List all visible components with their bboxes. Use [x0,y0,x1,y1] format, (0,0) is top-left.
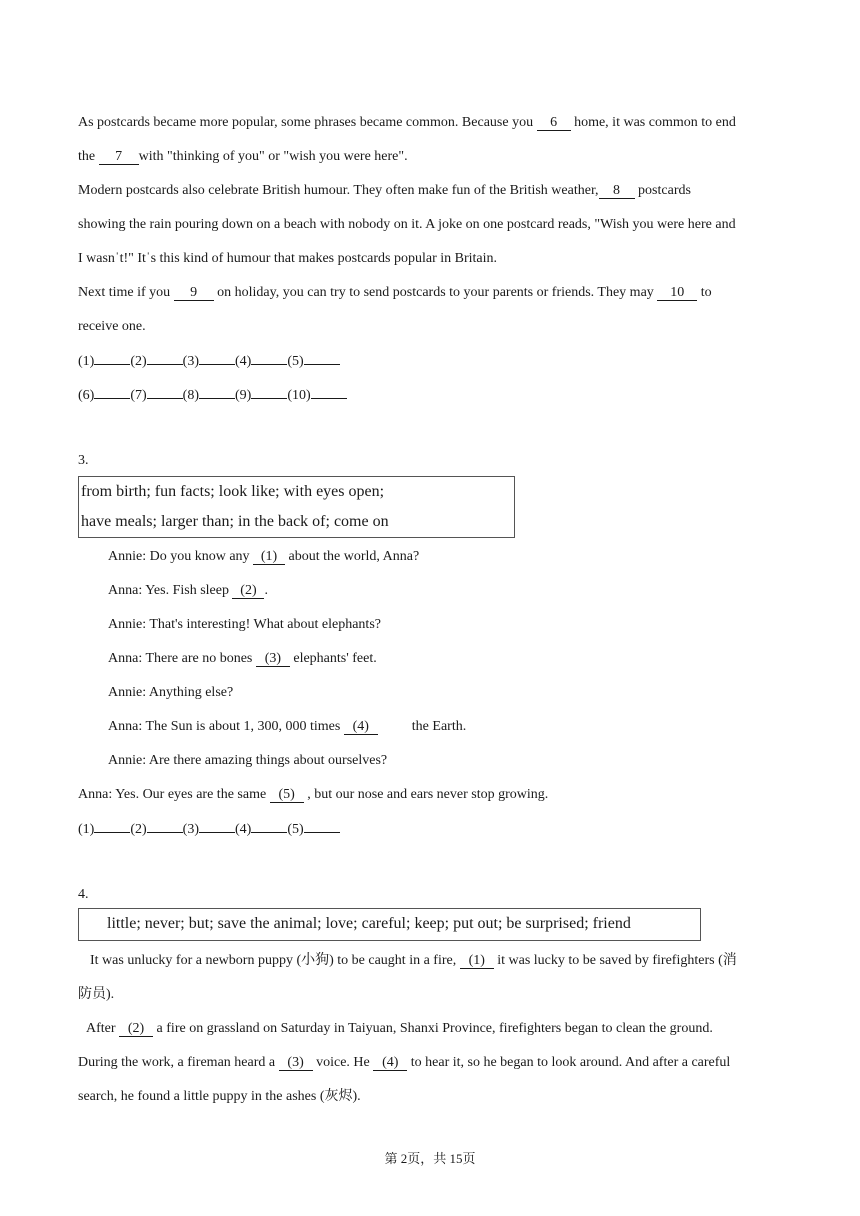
answer-row [78,352,340,371]
answer-blank [94,820,130,833]
answer-label: (4) [234,822,252,837]
answer-label: (9) [234,388,252,403]
blank-2: (2) [232,583,264,599]
answer-blank [199,352,235,365]
dialogue-line: Annie: Are there amazing things about ourselves? [108,753,388,768]
passage-line: receive one. [78,319,146,334]
word-bank-box [78,476,515,538]
answer-label: (2) [130,822,147,837]
answer-label: (1) [78,354,95,369]
blank-3: (3) [279,1055,313,1071]
passage-line: Next time if you 9 on holiday, you can try to send postcards to your parents or friends. They may 10 to [78,285,712,300]
word-bank-box [78,908,701,941]
answer-blank [199,386,235,399]
blank-1: (1) [253,549,285,565]
answer-label: (8) [182,388,199,403]
passage-line: I wasnˈt!" Itˈs this kind of humour that makes postcards popular in Britain. [78,251,498,266]
blank-3: (3) [256,651,290,667]
blank-4: (4) [344,719,378,735]
answer-label: (3) [182,354,199,369]
blank-1: (1) [460,953,494,969]
answer-label: (5) [287,822,304,837]
word-bank-line: from birth; fun facts; look like; with eyes open; [81,483,385,500]
blank-9: 9 [174,285,214,301]
answer-label: (3) [182,822,199,837]
blank-2: (2) [119,1021,153,1037]
dialogue-line: Annie: Anything else? [108,685,234,700]
dialogue-line: Anna: The Sun is about 1, 300, 000 times (4) the Earth. [108,719,467,734]
passage-line: During the work, a fireman heard a (3) voice. He (4) to hear it, so he began to look around. And after a careful [78,1055,731,1070]
answer-label: (1) [78,822,95,837]
dialogue-line: Annie: Do you know any (1) about the world, Anna? [108,549,420,564]
blank-4: (4) [373,1055,407,1071]
answer-blank [94,386,130,399]
passage-line: 防员). [78,987,115,1002]
page-footer: 第 2页，共 15页 [384,1151,476,1166]
passage-line: After (2) a fire on grassland on Saturday in Taiyuan, Shanxi Province, firefighters began to clean the ground. [86,1021,713,1036]
answer-blank [94,352,130,365]
answer-label: (2) [130,354,147,369]
blank-7: 7 [99,149,139,165]
answer-label: (5) [287,354,304,369]
answer-blank [304,820,340,833]
dialogue-line: Annie: That's interesting! What about elephants? [108,617,381,632]
answer-label: (7) [130,388,147,403]
answer-blank [251,820,287,833]
blank-10: 10 [657,285,697,301]
answer-blank [147,386,183,399]
answer-label: (6) [78,388,95,403]
answer-blank [147,352,183,365]
passage-line: the 7 with "thinking of you" or "wish you were here". [78,149,408,164]
answer-blank [251,352,287,365]
dialogue-line: Anna: Yes. Fish sleep (2) . [108,583,268,598]
word-bank-line: little; never; but; save the animal; love; careful; keep; put out; be surprised; friend [107,915,631,932]
answer-blank [199,820,235,833]
passage-line: As postcards became more popular, some phrases became common. Because you 6 home, it was common to end [78,115,736,130]
passage-line: search, he found a little puppy in the ashes (灰烬). [78,1089,361,1104]
blank-5: (5) [270,787,304,803]
dialogue-line: Anna: There are no bones (3) elephants' feet. [108,651,377,666]
passage-line: showing the rain pouring down on a beach with nobody on it. A joke on one postcard reads, "Wish you were here and [78,217,736,232]
passage-line: Modern postcards also celebrate British humour. They often make fun of the British weather, 8 postcards [78,183,691,198]
dialogue-line: Anna: Yes. Our eyes are the same (5) , but our nose and ears never stop growing. [78,787,549,802]
answer-row [78,386,347,405]
word-bank-line: have meals; larger than; in the back of; come on [81,513,389,530]
answer-blank [304,352,340,365]
answer-blank [147,820,183,833]
answer-label: (10) [287,388,311,403]
question-number: 3. [78,453,89,468]
answer-row [78,820,340,839]
blank-8: 8 [599,183,635,199]
answer-blank [311,386,347,399]
question-number: 4. [78,887,89,902]
answer-blank [251,386,287,399]
passage-line: It was unlucky for a newborn puppy (小狗) to be caught in a fire, (1) it was lucky to be saved by firefighters (消 [90,953,737,968]
answer-label: (4) [234,354,252,369]
blank-6: 6 [537,115,571,131]
